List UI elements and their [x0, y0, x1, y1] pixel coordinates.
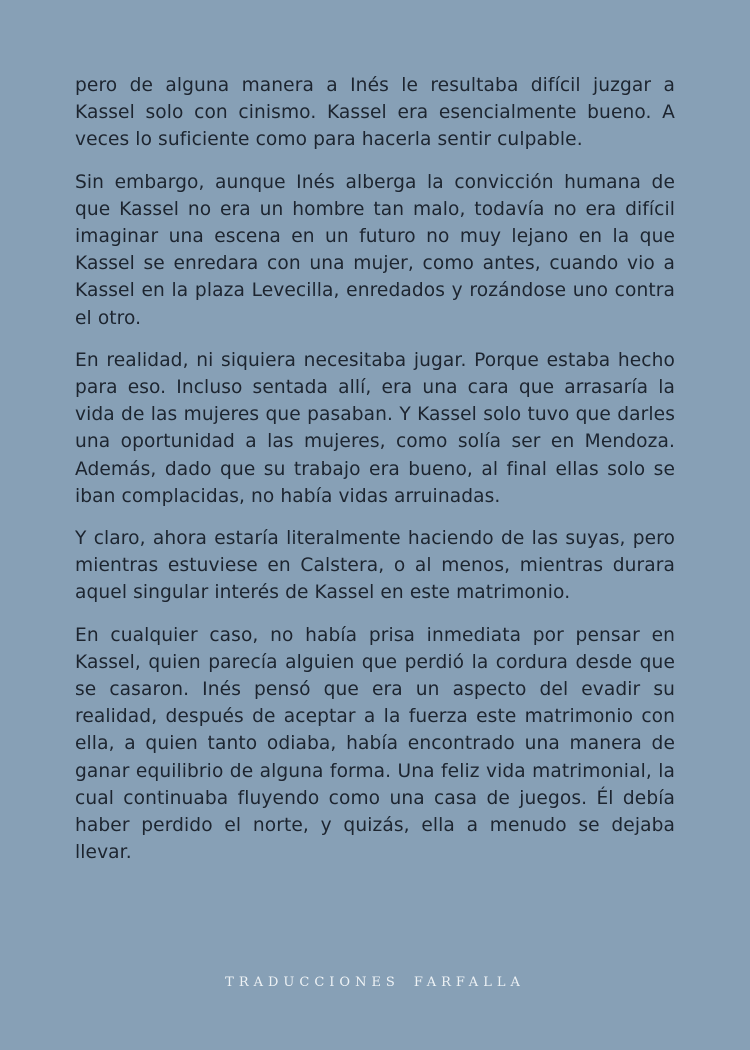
paragraph-3: En realidad, ni siquiera necesitaba jugar. Porque estaba hecho para eso. Incluso sentada allí, era una cara que arrasaría la vida de las mujeres que pasaban. Y Kassel solo tuvo que darles una oportunidad a las mujeres, como solía ser en Mendoza. Además, dado que su trabajo era bueno, al final ellas solo se iban complacidas, no había vidas arruinadas. — [75, 349, 675, 507]
footer-word-1: TRADUCCIONES — [225, 975, 400, 990]
page-body — [75, 72, 675, 881]
footer-word-2: FARFALLA — [413, 975, 525, 990]
paragraph-2: Sin embargo, aunque Inés alberga la convicción humana de que Kassel no era un hombre tan malo, todavía no era difícil imaginar una escena en un futuro no muy lejano en la que Kassel se enredara con una mujer, como antes, cuando vio a Kassel en la plaza Levecilla, enredados y rozándose uno contra el otro. — [75, 171, 675, 329]
paragraph-4: Y claro, ahora estaría literalmente haciendo de las suyas, pero mientras estuviese en Calstera, o al menos, mientras durara aquel singular interés de Kassel en este matrimonio. — [75, 528, 675, 604]
footer-credit — [0, 975, 750, 990]
paragraph-1: pero de alguna manera a Inés le resultaba difícil juzgar a Kassel solo con cinismo. Kassel era esencialmente bueno. A veces lo suficiente como para hacerla sentir culpable. — [75, 75, 675, 151]
paragraph-5: En cualquier caso, no había prisa inmediata por pensar en Kassel, quien parecía alguien que perdió la cordura desde que se casaron. Inés pensó que era un aspecto del evadir su realidad, después de aceptar a la fuerza este matrimonio con ella, a quien tanto odiaba, había encontrado una manera de ganar equilibrio de alguna forma. Una feliz vida matrimonial, la cual continuaba fluyendo como una casa de juegos. Él debía haber perdido el norte, y quizás, ella a menudo se dejaba llevar. — [75, 624, 675, 864]
